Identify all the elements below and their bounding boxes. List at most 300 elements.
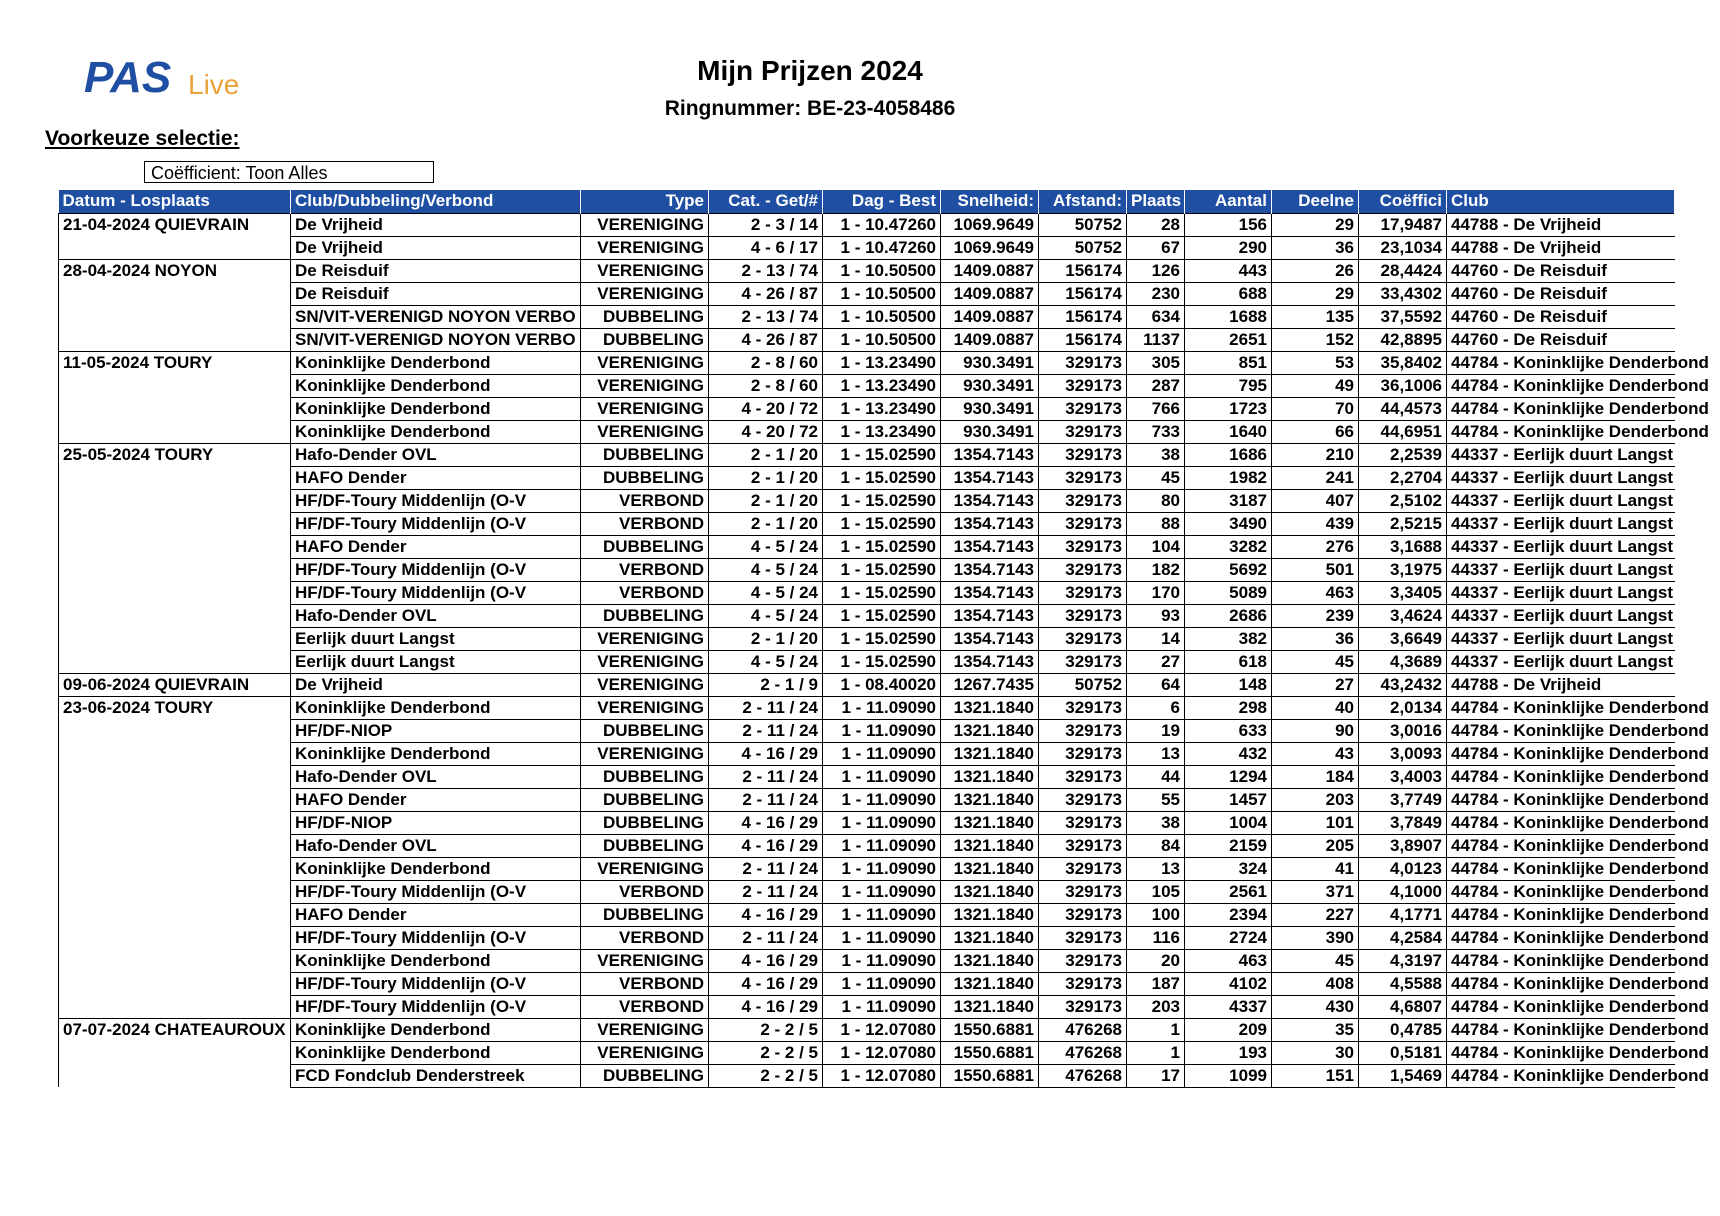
table-cell: 55	[1127, 788, 1185, 811]
column-header: Type	[581, 190, 709, 213]
table-cell: 329173	[1039, 765, 1127, 788]
table-cell: VERBOND	[581, 972, 709, 995]
table-cell: SN/VIT-VERENIGD NOYON VERBO	[291, 328, 581, 351]
table-cell: 25-05-2024 TOURY	[59, 443, 291, 466]
table-cell: 3,6649	[1359, 627, 1447, 650]
table-cell: 13	[1127, 857, 1185, 880]
table-cell: 100	[1127, 903, 1185, 926]
table-cell: 4 - 6 / 17	[709, 236, 823, 259]
table-cell: VERBOND	[581, 880, 709, 903]
table-cell: De Reisduif	[291, 282, 581, 305]
table-cell: 4 - 5 / 24	[709, 558, 823, 581]
table-cell: 2 - 11 / 24	[709, 765, 823, 788]
table-cell: HAFO Dender	[291, 788, 581, 811]
table-cell: 44784 - Koninklijke Denderbond	[1447, 765, 1675, 788]
table-cell: 30	[1272, 1041, 1359, 1064]
table-cell: 1 - 11.09090	[823, 926, 941, 949]
table-cell: 1550.6881	[941, 1018, 1039, 1041]
table-cell: 2 - 1 / 20	[709, 443, 823, 466]
table-cell: 1 - 11.09090	[823, 719, 941, 742]
table-cell: 44337 - Eerlijk duurt Langst	[1447, 581, 1675, 604]
table-cell: 36	[1272, 236, 1359, 259]
table-cell: 1321.1840	[941, 972, 1039, 995]
table-cell: VERENIGING	[581, 1041, 709, 1064]
table-cell	[59, 374, 291, 397]
table-cell: 329173	[1039, 535, 1127, 558]
table-cell: 44760 - De Reisduif	[1447, 305, 1675, 328]
table-cell: VERENIGING	[581, 351, 709, 374]
table-cell: DUBBELING	[581, 903, 709, 926]
table-cell: 2 - 1 / 20	[709, 512, 823, 535]
table-cell: 1 - 11.09090	[823, 995, 941, 1018]
table-cell: 17,9487	[1359, 213, 1447, 236]
table-cell: 3,1975	[1359, 558, 1447, 581]
table-cell: 329173	[1039, 742, 1127, 765]
table-row	[59, 811, 1675, 834]
table-row	[59, 558, 1675, 581]
table-cell	[59, 328, 291, 351]
column-header: Afstand:	[1039, 190, 1127, 213]
table-cell: DUBBELING	[581, 535, 709, 558]
table-cell	[59, 949, 291, 972]
table-cell: 90	[1272, 719, 1359, 742]
table-cell: 430	[1272, 995, 1359, 1018]
table-cell: 4 - 5 / 24	[709, 650, 823, 673]
table-cell: 13	[1127, 742, 1185, 765]
table-cell: De Reisduif	[291, 259, 581, 282]
table-cell: 2 - 8 / 60	[709, 351, 823, 374]
column-header: Datum - Losplaats	[59, 190, 291, 213]
table-cell: 66	[1272, 420, 1359, 443]
table-cell	[59, 903, 291, 926]
table-row	[59, 535, 1675, 558]
table-cell: HF/DF-Toury Middenlijn (O-V	[291, 489, 581, 512]
table-cell: 44784 - Koninklijke Denderbond	[1447, 374, 1675, 397]
table-row	[59, 903, 1675, 926]
table-cell: 2724	[1185, 926, 1272, 949]
table-cell: 2 - 13 / 74	[709, 305, 823, 328]
table-cell: 1982	[1185, 466, 1272, 489]
table-header	[59, 190, 1675, 213]
table-cell: 126	[1127, 259, 1185, 282]
table-cell: 4,3197	[1359, 949, 1447, 972]
table-cell: 4 - 16 / 29	[709, 742, 823, 765]
table-cell	[59, 811, 291, 834]
table-cell: 44784 - Koninklijke Denderbond	[1447, 857, 1675, 880]
table-cell: 1640	[1185, 420, 1272, 443]
table-cell: 4,2584	[1359, 926, 1447, 949]
table-cell: 1321.1840	[941, 765, 1039, 788]
table-cell: 37,5592	[1359, 305, 1447, 328]
table-cell: 930.3491	[941, 420, 1039, 443]
table-cell: 4 - 16 / 29	[709, 972, 823, 995]
table-cell: 439	[1272, 512, 1359, 535]
table-cell: 1 - 15.02590	[823, 443, 941, 466]
table-cell: 44784 - Koninklijke Denderbond	[1447, 903, 1675, 926]
table-row	[59, 397, 1675, 420]
table-cell: 2 - 1 / 9	[709, 673, 823, 696]
table-cell: 2686	[1185, 604, 1272, 627]
table-cell: 33,4302	[1359, 282, 1447, 305]
table-cell: 2394	[1185, 903, 1272, 926]
table-cell: 4 - 26 / 87	[709, 282, 823, 305]
table-cell: VERENIGING	[581, 857, 709, 880]
table-cell: HF/DF-Toury Middenlijn (O-V	[291, 558, 581, 581]
table-cell: 476268	[1039, 1064, 1127, 1087]
table-cell: 44,4573	[1359, 397, 1447, 420]
table-cell: 1004	[1185, 811, 1272, 834]
table-cell: 44784 - Koninklijke Denderbond	[1447, 696, 1675, 719]
table-cell: 11-05-2024 TOURY	[59, 351, 291, 374]
table-cell: 44784 - Koninklijke Denderbond	[1447, 949, 1675, 972]
column-header: Coëffici	[1359, 190, 1447, 213]
table-cell: Koninklijke Denderbond	[291, 351, 581, 374]
table-cell: 2159	[1185, 834, 1272, 857]
table-cell: 390	[1272, 926, 1359, 949]
table-cell: 4 - 16 / 29	[709, 995, 823, 1018]
table-cell: 1 - 12.07080	[823, 1041, 941, 1064]
table-cell: 28-04-2024 NOYON	[59, 259, 291, 282]
table-cell: 766	[1127, 397, 1185, 420]
table-cell: Hafo-Dender OVL	[291, 765, 581, 788]
table-cell: 329173	[1039, 443, 1127, 466]
table-cell: 329173	[1039, 512, 1127, 535]
table-cell: 3490	[1185, 512, 1272, 535]
table-cell: 203	[1272, 788, 1359, 811]
table-cell: 193	[1185, 1041, 1272, 1064]
table-cell: 1409.0887	[941, 328, 1039, 351]
table-cell: 45	[1127, 466, 1185, 489]
table-cell: Eerlijk duurt Langst	[291, 650, 581, 673]
table-cell: 1 - 11.09090	[823, 857, 941, 880]
table-cell: 329173	[1039, 627, 1127, 650]
table-cell: 1354.7143	[941, 627, 1039, 650]
table-cell: 88	[1127, 512, 1185, 535]
table-cell: 210	[1272, 443, 1359, 466]
table-cell: 1 - 13.23490	[823, 351, 941, 374]
table-cell: 733	[1127, 420, 1185, 443]
table-cell: 329173	[1039, 903, 1127, 926]
table-cell: 329173	[1039, 995, 1127, 1018]
table-cell	[59, 1041, 291, 1064]
table-cell: 930.3491	[941, 374, 1039, 397]
table-cell: 44784 - Koninklijke Denderbond	[1447, 926, 1675, 949]
table-cell: 28,4424	[1359, 259, 1447, 282]
table-row	[59, 627, 1675, 650]
table-cell: 23,1034	[1359, 236, 1447, 259]
table-cell: HF/DF-Toury Middenlijn (O-V	[291, 926, 581, 949]
table-cell: 1 - 13.23490	[823, 397, 941, 420]
table-cell: 105	[1127, 880, 1185, 903]
table-cell: 4 - 26 / 87	[709, 328, 823, 351]
table-cell: 1 - 10.47260	[823, 236, 941, 259]
table-cell: VERENIGING	[581, 236, 709, 259]
table-cell: 329173	[1039, 650, 1127, 673]
table-cell: 276	[1272, 535, 1359, 558]
table-cell: 2 - 13 / 74	[709, 259, 823, 282]
table-row	[59, 1064, 1675, 1087]
table-cell: 1321.1840	[941, 926, 1039, 949]
table-cell: Koninklijke Denderbond	[291, 857, 581, 880]
table-cell: 329173	[1039, 949, 1127, 972]
table-cell: 44784 - Koninklijke Denderbond	[1447, 1018, 1675, 1041]
table-cell: 1 - 15.02590	[823, 627, 941, 650]
table-cell: 2 - 11 / 24	[709, 880, 823, 903]
table-cell: 443	[1185, 259, 1272, 282]
table-cell: 329173	[1039, 420, 1127, 443]
table-cell: 44784 - Koninklijke Denderbond	[1447, 1041, 1675, 1064]
table-cell: 205	[1272, 834, 1359, 857]
table-cell: DUBBELING	[581, 305, 709, 328]
table-cell: 1409.0887	[941, 282, 1039, 305]
table-cell: 227	[1272, 903, 1359, 926]
table-cell: 93	[1127, 604, 1185, 627]
table-row	[59, 374, 1675, 397]
table-cell: 1688	[1185, 305, 1272, 328]
table-cell: 67	[1127, 236, 1185, 259]
coefficient-filter[interactable]: Coëfficient: Toon Alles	[144, 161, 434, 183]
table-cell: 1	[1127, 1018, 1185, 1041]
table-cell: 29	[1272, 282, 1359, 305]
table-cell: 1 - 10.50500	[823, 282, 941, 305]
table-cell: 2,5102	[1359, 489, 1447, 512]
table-cell: 44784 - Koninklijke Denderbond	[1447, 880, 1675, 903]
table-cell: 329173	[1039, 466, 1127, 489]
table-cell: 29	[1272, 213, 1359, 236]
table-cell: 5692	[1185, 558, 1272, 581]
table-cell: 1409.0887	[941, 259, 1039, 282]
table-cell: 2 - 11 / 24	[709, 788, 823, 811]
table-cell: 182	[1127, 558, 1185, 581]
table-cell: 116	[1127, 926, 1185, 949]
ringnummer: Ringnummer: BE-23-4058486	[664, 97, 956, 120]
table-row	[59, 443, 1675, 466]
table-cell: 45	[1272, 650, 1359, 673]
table-cell: 2 - 1 / 20	[709, 466, 823, 489]
table-cell: 44337 - Eerlijk duurt Langst	[1447, 558, 1675, 581]
table-cell: 1294	[1185, 765, 1272, 788]
table-cell: 44784 - Koninklijke Denderbond	[1447, 397, 1675, 420]
table-cell	[59, 558, 291, 581]
table-cell: 44337 - Eerlijk duurt Langst	[1447, 604, 1675, 627]
table-row	[59, 259, 1675, 282]
table-cell: 44337 - Eerlijk duurt Langst	[1447, 443, 1675, 466]
table-cell: 329173	[1039, 880, 1127, 903]
table-cell: 329173	[1039, 351, 1127, 374]
table-cell: 1354.7143	[941, 558, 1039, 581]
table-cell: 44784 - Koninklijke Denderbond	[1447, 811, 1675, 834]
table-cell: 187	[1127, 972, 1185, 995]
table-cell: 1 - 15.02590	[823, 535, 941, 558]
table-row	[59, 420, 1675, 443]
table-cell: 2,0134	[1359, 696, 1447, 719]
table-row	[59, 673, 1675, 696]
table-cell: Koninklijke Denderbond	[291, 374, 581, 397]
table-cell: 476268	[1039, 1018, 1127, 1041]
column-header: Club	[1447, 190, 1675, 213]
table-cell: DUBBELING	[581, 466, 709, 489]
table-cell: 4,0123	[1359, 857, 1447, 880]
table-cell: 44784 - Koninklijke Denderbond	[1447, 719, 1675, 742]
table-cell: 634	[1127, 305, 1185, 328]
table-cell: 432	[1185, 742, 1272, 765]
table-cell: 209	[1185, 1018, 1272, 1041]
table-cell: 1 - 13.23490	[823, 374, 941, 397]
table-cell: HF/DF-NIOP	[291, 719, 581, 742]
table-cell: DUBBELING	[581, 765, 709, 788]
table-cell: 23-06-2024 TOURY	[59, 696, 291, 719]
table-cell: 09-06-2024 QUIEVRAIN	[59, 673, 291, 696]
table-cell	[59, 604, 291, 627]
table-cell: DUBBELING	[581, 604, 709, 627]
table-cell: 329173	[1039, 489, 1127, 512]
table-cell: 1 - 11.09090	[823, 788, 941, 811]
table-cell: 156174	[1039, 282, 1127, 305]
table-cell: 14	[1127, 627, 1185, 650]
table-cell: 44	[1127, 765, 1185, 788]
table-cell: 50752	[1039, 673, 1127, 696]
table-cell	[59, 742, 291, 765]
table-cell: 38	[1127, 443, 1185, 466]
column-header: Cat. - Get/#	[709, 190, 823, 213]
table-cell: Koninklijke Denderbond	[291, 420, 581, 443]
table-cell: 4102	[1185, 972, 1272, 995]
table-cell: 2,2704	[1359, 466, 1447, 489]
table-row	[59, 236, 1675, 259]
table-cell: 298	[1185, 696, 1272, 719]
table-cell: 2 - 1 / 20	[709, 627, 823, 650]
table-cell: 0,4785	[1359, 1018, 1447, 1041]
table-cell: 27	[1272, 673, 1359, 696]
table-row	[59, 696, 1675, 719]
table-cell: 633	[1185, 719, 1272, 742]
table-cell: DUBBELING	[581, 443, 709, 466]
table-cell: HAFO Dender	[291, 535, 581, 558]
table-cell: DUBBELING	[581, 328, 709, 351]
table-row	[59, 834, 1675, 857]
table-cell: 3,7849	[1359, 811, 1447, 834]
table-cell	[59, 1064, 291, 1087]
table-cell: 3,7749	[1359, 788, 1447, 811]
table-cell: 2561	[1185, 880, 1272, 903]
column-header: Deelne	[1272, 190, 1359, 213]
table-cell: 463	[1272, 581, 1359, 604]
table-cell: 53	[1272, 351, 1359, 374]
table-cell: 6	[1127, 696, 1185, 719]
table-cell: 2 - 3 / 14	[709, 213, 823, 236]
table-row	[59, 788, 1675, 811]
table-cell: HAFO Dender	[291, 903, 581, 926]
table-cell: 230	[1127, 282, 1185, 305]
table-cell: 501	[1272, 558, 1359, 581]
table-cell: 70	[1272, 397, 1359, 420]
table-cell: 930.3491	[941, 397, 1039, 420]
table-cell: 44337 - Eerlijk duurt Langst	[1447, 650, 1675, 673]
table-cell: 44784 - Koninklijke Denderbond	[1447, 972, 1675, 995]
table-cell: 4,6807	[1359, 995, 1447, 1018]
table-cell: 44,6951	[1359, 420, 1447, 443]
table-cell: 1069.9649	[941, 236, 1039, 259]
table-cell: 1 - 15.02590	[823, 512, 941, 535]
table-cell: 4,1771	[1359, 903, 1447, 926]
table-cell: Koninklijke Denderbond	[291, 397, 581, 420]
table-cell: 382	[1185, 627, 1272, 650]
table-cell: 44760 - De Reisduif	[1447, 282, 1675, 305]
table-cell	[59, 857, 291, 880]
table-cell: 156174	[1039, 305, 1127, 328]
table-cell	[59, 397, 291, 420]
table-cell: SN/VIT-VERENIGD NOYON VERBO	[291, 305, 581, 328]
table-cell: 44784 - Koninklijke Denderbond	[1447, 742, 1675, 765]
table-cell: 3282	[1185, 535, 1272, 558]
table-cell: 1 - 15.02590	[823, 650, 941, 673]
table-cell: Hafo-Dender OVL	[291, 834, 581, 857]
table-cell: 239	[1272, 604, 1359, 627]
table-cell: 2651	[1185, 328, 1272, 351]
table-cell: 1 - 12.07080	[823, 1064, 941, 1087]
table-cell: 1354.7143	[941, 512, 1039, 535]
table-cell: 2 - 11 / 24	[709, 719, 823, 742]
table-cell: 1 - 15.02590	[823, 489, 941, 512]
table-cell: 2 - 11 / 24	[709, 696, 823, 719]
table-cell: 476268	[1039, 1041, 1127, 1064]
page-title: Mijn Prijzen 2024	[697, 55, 923, 86]
table-cell: 101	[1272, 811, 1359, 834]
table-cell: VERENIGING	[581, 650, 709, 673]
table-cell: 329173	[1039, 374, 1127, 397]
table-cell: 371	[1272, 880, 1359, 903]
table-cell: VERENIGING	[581, 259, 709, 282]
table-cell: Eerlijk duurt Langst	[291, 627, 581, 650]
table-cell: 2 - 2 / 5	[709, 1041, 823, 1064]
table-cell: DUBBELING	[581, 719, 709, 742]
table-cell: HAFO Dender	[291, 466, 581, 489]
table-cell: 27	[1127, 650, 1185, 673]
table-cell: 4 - 16 / 29	[709, 811, 823, 834]
table-cell: 44337 - Eerlijk duurt Langst	[1447, 627, 1675, 650]
table-cell: DUBBELING	[581, 834, 709, 857]
table-cell: 44788 - De Vrijheid	[1447, 673, 1675, 696]
table-cell: 35,8402	[1359, 351, 1447, 374]
table-cell: VERENIGING	[581, 397, 709, 420]
table-cell: 1 - 11.09090	[823, 972, 941, 995]
column-header: Aantal	[1185, 190, 1272, 213]
table-row	[59, 995, 1675, 1018]
table-cell: 1550.6881	[941, 1041, 1039, 1064]
table-row	[59, 581, 1675, 604]
table-cell	[59, 650, 291, 673]
table-cell: 1321.1840	[941, 995, 1039, 1018]
table-cell	[59, 880, 291, 903]
table-cell: 1354.7143	[941, 443, 1039, 466]
table-cell: VERENIGING	[581, 696, 709, 719]
table-cell: 40	[1272, 696, 1359, 719]
table-cell: 329173	[1039, 581, 1127, 604]
table-cell: 1686	[1185, 443, 1272, 466]
table-cell: 36	[1272, 627, 1359, 650]
table-cell	[59, 489, 291, 512]
column-header: Club/Dubbeling/Verbond	[291, 190, 581, 213]
table-cell: HF/DF-NIOP	[291, 811, 581, 834]
table-cell: 45	[1272, 949, 1359, 972]
table-cell: 44784 - Koninklijke Denderbond	[1447, 351, 1675, 374]
column-header: Dag - Best	[823, 190, 941, 213]
table-cell: VERENIGING	[581, 1018, 709, 1041]
table-cell: 1 - 10.50500	[823, 305, 941, 328]
table-cell: Koninklijke Denderbond	[291, 1018, 581, 1041]
table-cell: 17	[1127, 1064, 1185, 1087]
table-cell: 1457	[1185, 788, 1272, 811]
